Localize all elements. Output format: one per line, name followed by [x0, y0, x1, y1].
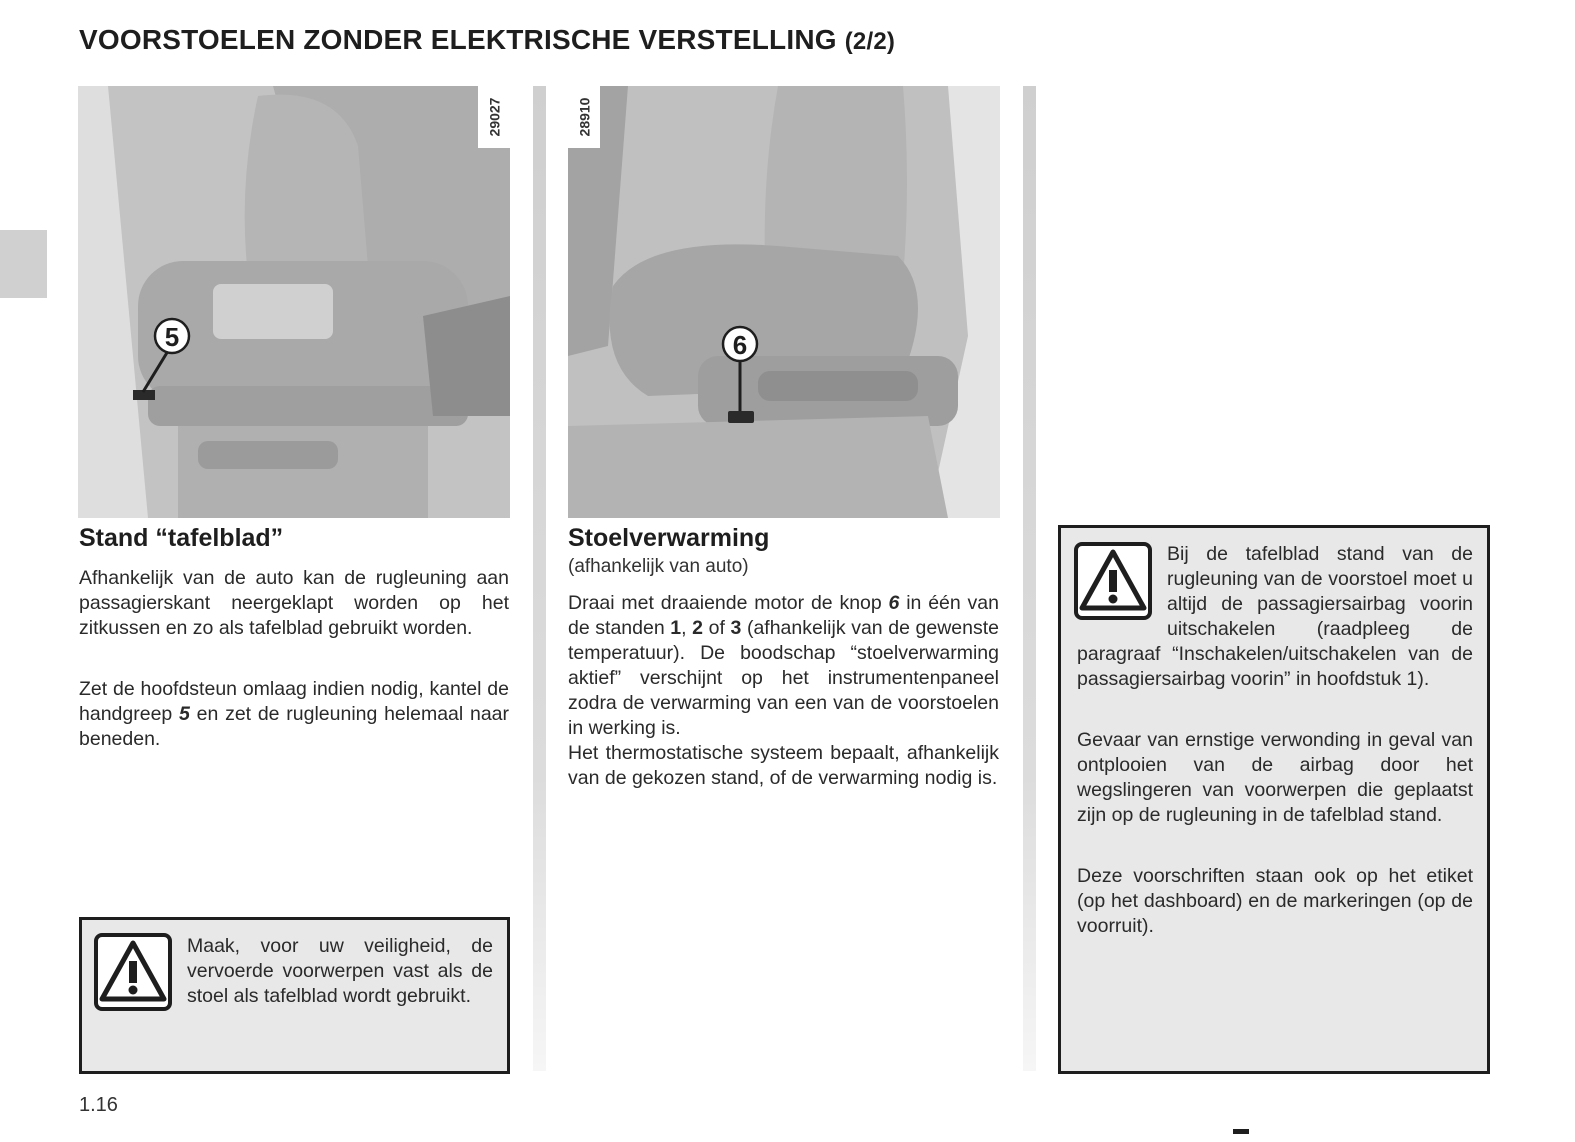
- column-divider-right: [1023, 86, 1036, 1071]
- paragraph-seat-heating-1: Draai met draaiende motor de knop 6 in één van de standen 1, 2 of 3 (afhankelijk van de gewenste temperatuur). De boodschap “stoelverwarming aktief” verschijnt op het instrumentenpaneel zodra de verwarming van een van de voorstoelen in werking is.: [568, 592, 999, 739]
- page-title-part: (2/2): [844, 28, 896, 55]
- paragraph-table-position-2: Zet de hoofdsteun omlaag indien nodig, kantel de handgreep 5 en zet de rugleuning helemaal naar beneden.: [79, 678, 510, 750]
- page-title-text: VOORSTOELEN ZONDER ELEKTRISCHE VERSTELLING: [79, 24, 837, 55]
- callout-5: 5: [164, 322, 180, 352]
- page-number: 1.16: [79, 1094, 118, 1116]
- subheading-seat-heating: (afhankelijk van auto): [568, 556, 749, 577]
- photo-reference-number: [568, 86, 600, 148]
- callout-6: 6: [732, 330, 748, 360]
- seat-illustration-left: [78, 86, 510, 518]
- warning-box-airbag: [1058, 525, 1490, 1074]
- chapter-tab: [0, 230, 47, 298]
- heading-seat-heating: Stoelverwarming: [568, 524, 770, 552]
- seat-illustration-middle: [568, 86, 1000, 518]
- photo-seat-heating: [568, 86, 1000, 518]
- page-edge-mark: [1233, 1129, 1249, 1134]
- photo-reference-number: [478, 86, 510, 148]
- column-divider-left: [533, 86, 546, 1071]
- paragraph-table-position-1: Afhankelijk van de auto kan de rugleuning aan passagierskant neergeklapt worden op het zitkussen en zo als tafelblad gebruikt worden.: [79, 567, 509, 639]
- heading-table-position: Stand “tafelblad”: [79, 524, 284, 552]
- photo-ref-text: 28910: [576, 97, 592, 137]
- paragraph-seat-heating-2: Het thermostatische systeem bepaalt, afhankelijk van de gekozen stand, of de verwarming nodig is.: [568, 742, 999, 789]
- warning-text-airbag-2: Gevaar van ernstige verwonding in geval van ontplooien van de airbag door het wegslingeren van voorwerpen die geplaatst zijn op de rugleuning in de tafelblad stand.: [1077, 729, 1473, 826]
- warning-box-secure-objects: [79, 917, 510, 1074]
- warning-text-secure-objects: Maak, voor uw veiligheid, de vervoerde voorwerpen vast als de stoel als tafelblad wordt gebruikt.: [187, 935, 493, 1007]
- photo-table-position-seat: [78, 86, 510, 518]
- warning-triangle-icon: [94, 933, 172, 1011]
- photo-ref-text: 29027: [486, 97, 502, 137]
- warning-text-airbag-3: Deze voorschriften staan ook op het etiket (op het dashboard) en de markeringen (op de voorruit).: [1077, 865, 1473, 937]
- warning-text-airbag-1: Bij de tafelblad stand van de rugleuning van de voorstoel moet u altijd de passagiersairbag voorin uitschakelen (raadpleeg de paragraaf “Inschakelen/uitschakelen van de passagiersairbag voorin” in hoofdstuk 1).: [1077, 543, 1473, 690]
- page-title: [79, 24, 895, 56]
